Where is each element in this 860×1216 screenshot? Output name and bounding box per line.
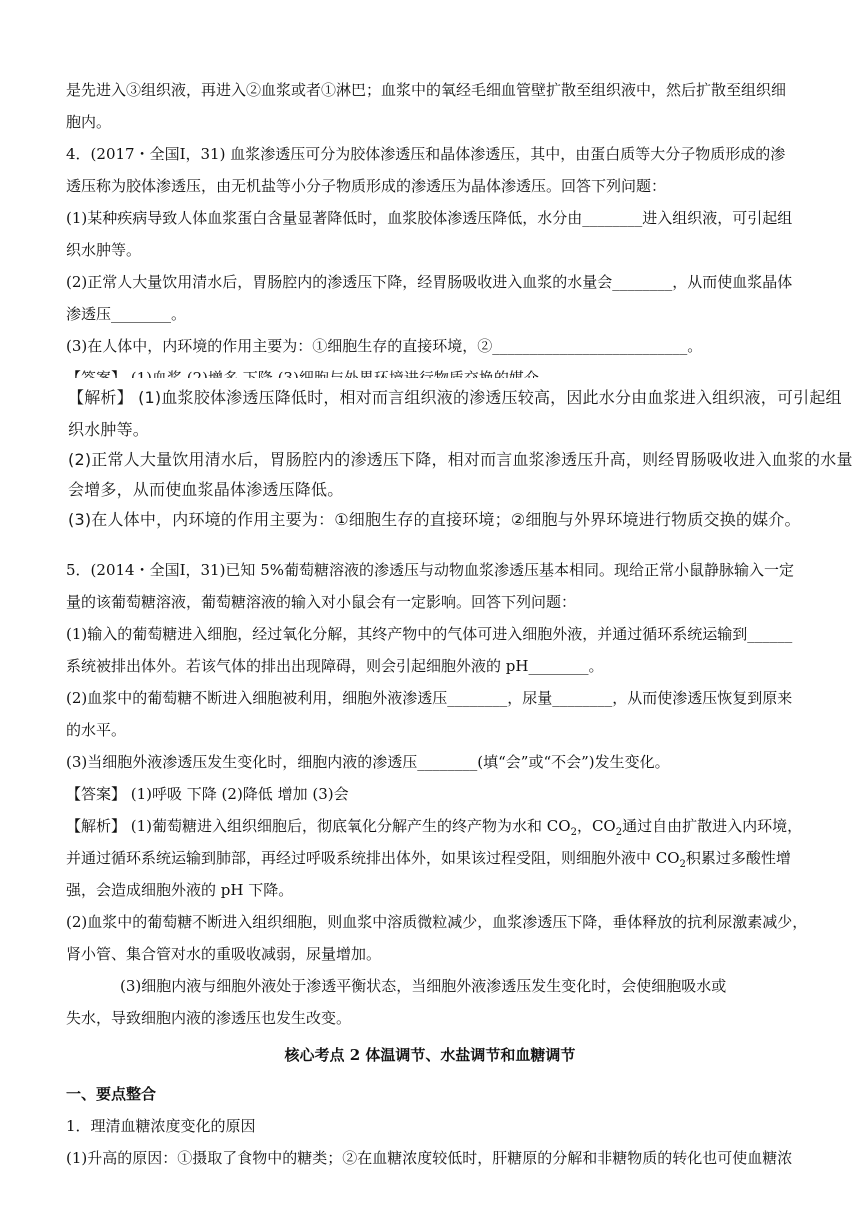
text-line: 渗透压________。	[66, 305, 187, 323]
text-line: (3)当细胞外液渗透压发生变化时，细胞内液的渗透压________(填“会”或“不会”)发生变化。	[66, 753, 670, 771]
text-line: (1)某种疾病导致人体血浆蛋白含量显著降低时，血浆胶体渗透压降低，水分由________进入组织液，可引起组	[66, 209, 793, 227]
text-line: 肾小管、集合管对水的重吸收减弱，尿量增加。	[66, 945, 382, 963]
text-span: 【解析】 (1)葡萄糖进入组织细胞后，彻底氧化分解产生的终产物为水和 CO	[66, 817, 571, 835]
answer-line: 【答案】 (1)呼吸 下降 (2)降低 增加 (3)会	[66, 785, 349, 803]
text-line: 强，会造成细胞外液的 pH 下降。	[66, 881, 294, 899]
text-line: 透压称为胶体渗透压，由无机盐等小分子物质形成的渗透压为晶体渗透压。回答下列问题：	[66, 177, 667, 195]
text-span: 通过自由扩散进入内环境，	[622, 817, 803, 835]
text-line: (3)在人体中，内环境的作用主要为：①细胞生存的直接环境；②细胞与外界环境进行物质交换的媒介。	[68, 510, 801, 529]
analysis-screenshot-block	[44, 378, 853, 529]
subscript: 2	[570, 827, 577, 838]
text-line: (2)血浆中的葡萄糖不断进入细胞被利用，细胞外液渗透压________，尿量________，从而使渗透压恢复到原来	[66, 689, 793, 707]
text-line: 的水平。	[66, 721, 127, 739]
text-line: 织水肿等。	[68, 420, 150, 439]
question-4-line: 4．(2017・全国Ⅰ，31) 血浆渗透压可分为胶体渗透压和晶体渗透压，其中，由蛋白质等大分子物质形成的渗	[66, 145, 786, 163]
subscript: 2	[615, 827, 623, 838]
text-line: 系统被排出体外。若该气体的排出出现障碍，则会引起细胞外液的 pH________。	[66, 657, 604, 675]
text-line: (2)正常人大量饮用清水后，胃肠腔内的渗透压下降，经胃肠吸收进入血浆的水量会________，从而使血浆晶体	[66, 273, 793, 291]
text-line: (2)血浆中的葡萄糖不断进入组织细胞，则血浆中溶质微粒减少，血浆渗透压下降，垂体释放的抗利尿激素减少，	[66, 913, 808, 931]
text-line: 胞内。	[66, 113, 112, 131]
text-line: 【解析】 (1)血浆胶体渗透压降低时，相对而言组织液的渗透压较高，因此水分由血浆进入组织液，可引起组	[68, 388, 842, 407]
text-line: 1．理清血糖浓度变化的原因	[66, 1117, 256, 1135]
text-line: (1)输入的葡萄糖进入细胞，经过氧化分解，其终产物中的气体可进入细胞外液，并通过循环系统运输到______	[66, 625, 793, 643]
text-span: 积累过多酸性增	[685, 849, 791, 867]
text-line: (3)在人体中，内环境的作用主要为：①细胞生存的直接环境，②__________________________。	[66, 337, 703, 355]
section-title: 核心考点 2 体温调节、水盐调节和血糖调节	[284, 1046, 576, 1064]
question-5-line: 5．(2014・全国Ⅰ，31)已知 5%葡萄糖溶液的渗透压与动物血浆渗透压基本相同。现给正常小鼠静脉输入一定	[66, 561, 795, 579]
text-line: (2)正常人大量饮用清水后，胃肠腔内的渗透压下降，相对而言血浆渗透压升高，则经胃肠吸收进入血浆的水量	[68, 450, 853, 469]
text-line: (1)升高的原因：①摄取了食物中的糖类；②在血糖浓度较低时，肝糖原的分解和非糖物质的转化也可使血糖浓	[66, 1149, 793, 1167]
text-line: 量的该葡萄糖溶液，葡萄糖溶液的输入对小鼠会有一定影响。回答下列问题：	[66, 593, 577, 611]
text-line: (3)细胞内液与细胞外液处于渗透平衡状态，当细胞外液渗透压发生变化时，会使细胞吸水或	[120, 977, 727, 995]
text-span: ，CO	[576, 817, 616, 835]
analysis-line	[66, 816, 802, 843]
text-line: 织水肿等。	[66, 241, 142, 259]
text-line: 失水，导致细胞内液的渗透压也发生改变。	[66, 1009, 352, 1027]
subscript: 2	[679, 859, 686, 870]
text-span: 并通过循环系统运输到肺部，再经过呼吸系统排出体外，如果该过程受阻，则细胞外液中 CO	[66, 849, 680, 867]
text-line: 是先进入③组织液，再进入②血浆或者①淋巴；血浆中的氧经毛细血管壁扩散至组织液中，然后扩散至组织细	[66, 81, 787, 99]
text-line: 会增多，从而使血浆晶体渗透压降低。	[68, 480, 344, 499]
analysis-line	[66, 848, 791, 875]
section-heading: 一、要点整合	[66, 1085, 157, 1103]
